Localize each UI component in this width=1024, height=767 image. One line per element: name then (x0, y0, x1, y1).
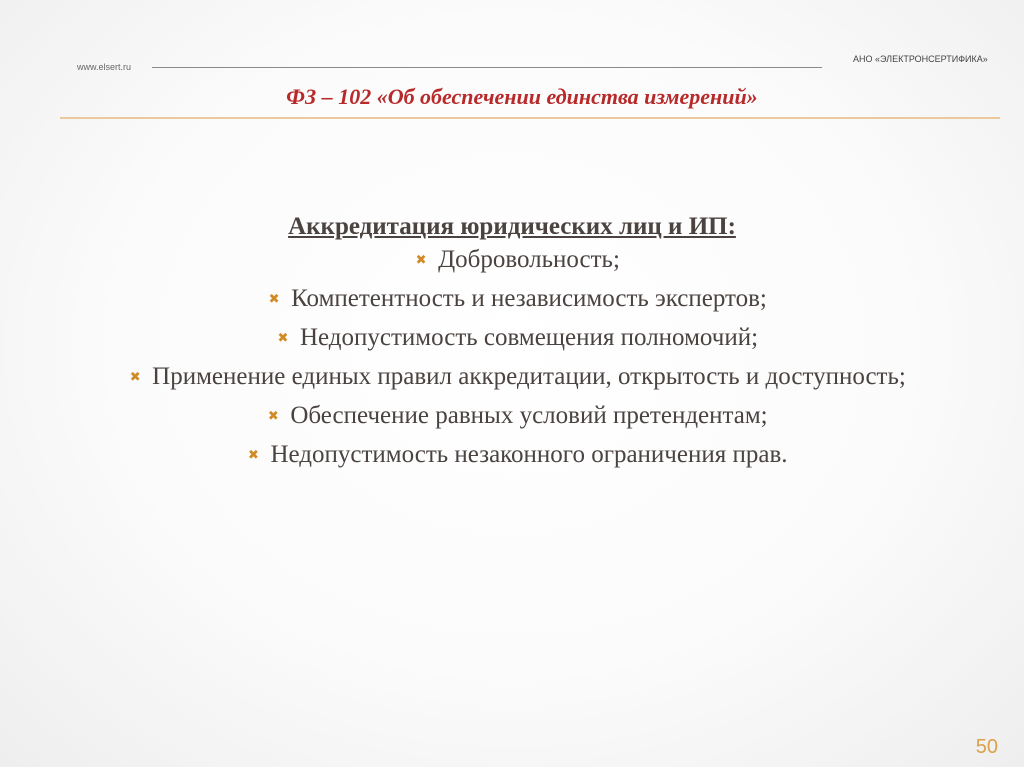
header-divider (152, 67, 822, 68)
x-mark-icon: ✖ (277, 331, 289, 346)
list-item (50, 326, 974, 351)
x-mark-icon: ✖ (268, 292, 280, 307)
section-heading: Аккредитация юридических лиц и ИП: (288, 213, 736, 240)
site-url: www.elsert.ru (77, 62, 132, 72)
x-mark-icon: ✖ (248, 448, 259, 463)
x-mark-icon: ✖ (267, 409, 279, 424)
x-mark-icon: ✖ (129, 370, 141, 385)
list-item-text: Обеспечение равных условий претендентам; (290, 402, 768, 429)
list-item-text: Компетентность и независимость экспертов; (291, 285, 767, 312)
bullet-list (50, 248, 974, 468)
list-item-text: Применение единых правил аккредитации, открытость и доступность; (152, 363, 906, 390)
list-item-text: Недопустимость незаконного ограничения прав. (270, 441, 788, 468)
slide-title: ФЗ – 102 «Об обеспечении единства измерений» (286, 84, 758, 109)
list-item (50, 365, 974, 390)
list-item-text: Недопустимость совмещения полномочий; (299, 324, 759, 351)
x-mark-icon: ✖ (415, 253, 427, 268)
list-item (50, 248, 974, 273)
list-item (50, 404, 974, 429)
list-item-text: Добровольность; (438, 246, 620, 273)
list-item (50, 287, 974, 312)
org-name: АНО «ЭЛЕКТРОНСЕРТИФИКА» (853, 54, 988, 64)
page-number: 50 (975, 736, 998, 758)
title-underline (60, 117, 1000, 119)
list-item (50, 443, 974, 468)
slide-content (50, 210, 974, 468)
